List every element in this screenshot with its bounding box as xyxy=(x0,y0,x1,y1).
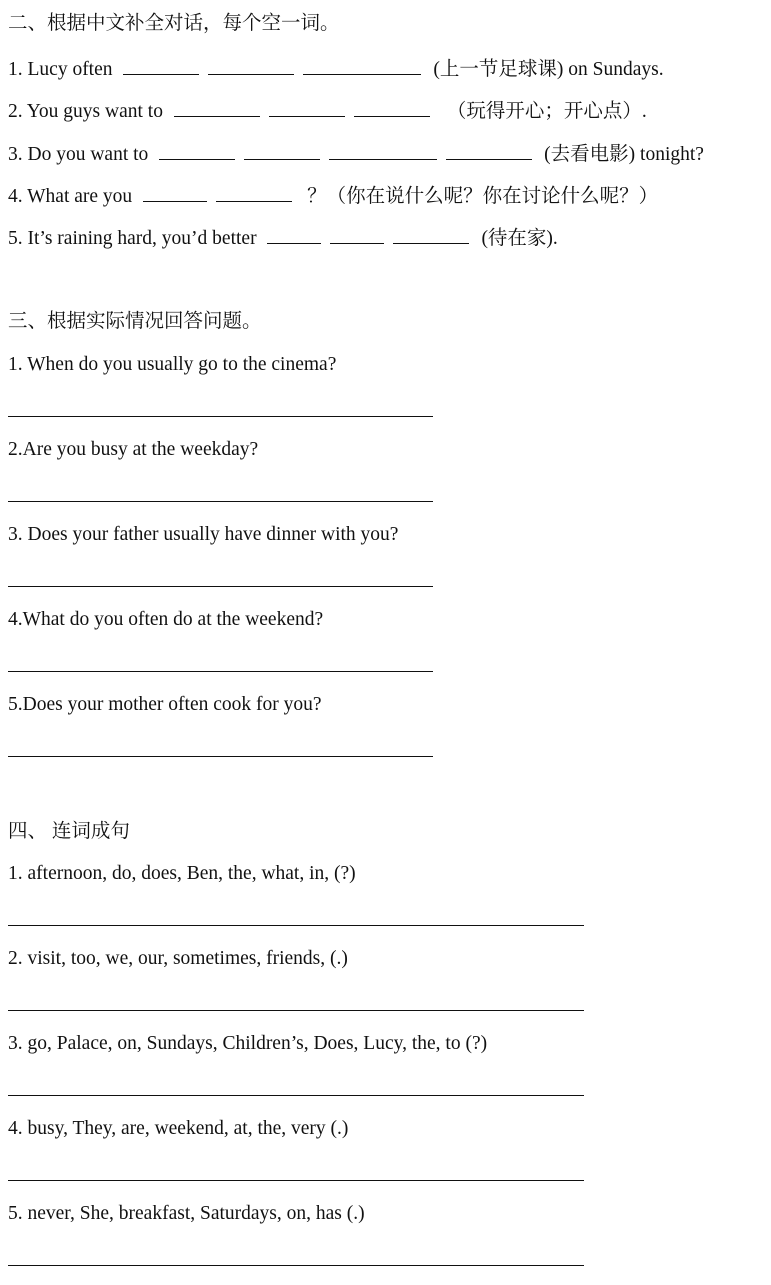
scramble-item-1: 1. afternoon, do, does, Ben, the, what, in, (?) xyxy=(8,863,356,884)
scramble-item-2: 2. visit, too, we, our, sometimes, friends, (.) xyxy=(8,948,348,969)
answer-blank[interactable] xyxy=(174,98,260,117)
answer-line[interactable] xyxy=(8,756,433,757)
answer-line[interactable] xyxy=(8,501,433,502)
fill-item-suffix: tonight? xyxy=(635,144,704,165)
question-3: 3. Does your father usually have dinner with you? xyxy=(8,524,399,545)
answer-line[interactable] xyxy=(8,586,433,587)
section4-title: 四、 连词成句 xyxy=(8,821,130,842)
answer-blank[interactable] xyxy=(208,56,294,75)
fill-item-suffix: on Sundays. xyxy=(563,59,664,80)
question-4: 4.What do you often do at the weekend? xyxy=(8,609,324,630)
answer-blank[interactable] xyxy=(446,141,532,160)
fill-item-prefix: 5. It’s raining hard, you’d better xyxy=(8,228,257,249)
scramble-item-4: 4. busy, They, are, weekend, at, the, very (.) xyxy=(8,1118,349,1139)
question-5: 5.Does your mother often cook for you? xyxy=(8,694,322,715)
answer-blank[interactable] xyxy=(143,183,207,202)
fill-item-prefix: 1. Lucy often xyxy=(8,59,113,80)
answer-blank[interactable] xyxy=(269,98,345,117)
fill-item-prefix: 2. You guys want to xyxy=(8,101,163,122)
answer-blank[interactable] xyxy=(330,225,384,244)
fill-item-5 xyxy=(8,225,558,251)
fill-item-prefix: 3. Do you want to xyxy=(8,144,149,165)
fill-item-3 xyxy=(8,141,704,167)
fill-item-4 xyxy=(8,183,658,209)
section3-title: 三、根据实际情况回答问题。 xyxy=(8,311,262,332)
answer-line[interactable] xyxy=(8,1180,584,1181)
answer-line[interactable] xyxy=(8,925,584,926)
chinese-hint: (上一节足球课) xyxy=(433,59,564,80)
answer-line[interactable] xyxy=(8,671,433,672)
answer-blank[interactable] xyxy=(244,141,320,160)
question-1: 1. When do you usually go to the cinema? xyxy=(8,354,337,375)
fill-item-1 xyxy=(8,56,664,82)
answer-blank[interactable] xyxy=(216,183,292,202)
answer-blank[interactable] xyxy=(159,141,235,160)
chinese-hint: ？（你在说什么呢？你在讨论什么呢？） xyxy=(307,186,659,207)
answer-line[interactable] xyxy=(8,416,433,417)
answer-line[interactable] xyxy=(8,1095,584,1096)
answer-line[interactable] xyxy=(8,1010,584,1011)
scramble-item-3: 3. go, Palace, on, Sundays, Children’s, Does, Lucy, the, to (?) xyxy=(8,1033,488,1054)
question-2: 2.Are you busy at the weekday? xyxy=(8,439,259,460)
chinese-hint: （玩得开心；开心点）. xyxy=(446,101,647,122)
chinese-hint: (待在家). xyxy=(481,228,558,249)
scramble-item-5: 5. never, She, breakfast, Saturdays, on, has (.) xyxy=(8,1203,365,1224)
answer-blank[interactable] xyxy=(123,56,199,75)
answer-blank[interactable] xyxy=(354,98,430,117)
chinese-hint: (去看电影) xyxy=(544,144,636,165)
answer-blank[interactable] xyxy=(303,56,421,75)
answer-blank[interactable] xyxy=(393,225,469,244)
section2-title: 二、根据中文补全对话，每个空一词。 xyxy=(8,13,340,34)
fill-item-prefix: 4. What are you xyxy=(8,186,133,207)
answer-blank[interactable] xyxy=(267,225,321,244)
fill-item-2 xyxy=(8,98,647,124)
answer-blank[interactable] xyxy=(329,141,437,160)
answer-line[interactable] xyxy=(8,1265,584,1266)
